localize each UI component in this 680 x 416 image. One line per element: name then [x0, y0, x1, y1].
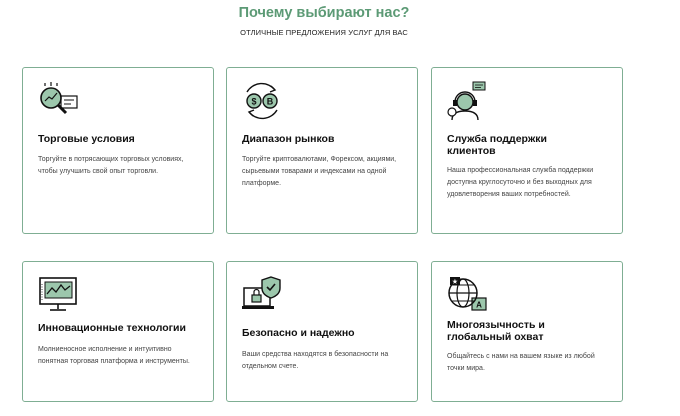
feature-card-support	[431, 67, 623, 234]
svg-text:B: B	[266, 96, 274, 107]
feature-card-innovative-tech	[22, 261, 214, 402]
card-title: Торговые условия	[38, 133, 135, 145]
feature-card-market-range	[226, 67, 418, 234]
feature-card-security	[226, 261, 418, 402]
card-title: Многоязычность и глобальный охват	[447, 319, 545, 343]
card-description: Торгуйте криптовалютами, Форексом, акциями, сырьевыми товарами и индексами на одной платформе.	[242, 156, 397, 187]
section-subtitle: ОТЛИЧНЫЕ ПРЕДЛОЖЕНИЯ УСЛУГ ДЛЯ ВАС	[240, 28, 408, 37]
card-title: Безопасно и надежно	[242, 327, 355, 339]
feature-card-multilingual	[431, 261, 623, 402]
card-description: Молниеносное исполнение и интуитивно понятная торговая платформа и инструменты.	[38, 346, 190, 365]
card-title: Инновационные технологии	[38, 322, 186, 334]
currency-exchange-icon	[241, 80, 283, 122]
feature-card-trading-conditions	[22, 67, 214, 234]
svg-text:★: ★	[452, 279, 458, 286]
card-title: Диапазон рынков	[242, 133, 335, 145]
secure-laptop-icon	[241, 274, 283, 316]
card-title: Служба поддержки клиентов	[447, 133, 547, 157]
svg-text:$: $	[251, 96, 257, 107]
svg-text:A: A	[476, 300, 482, 310]
card-description: Торгуйте в потрясающих торговых условиях, чтобы улучшить свой опыт торговли.	[38, 156, 184, 175]
monitor-chart-icon	[37, 274, 79, 316]
section-title: Почему выбирают нас?	[238, 5, 410, 21]
magnifier-chart-icon	[37, 80, 79, 122]
card-description: Наша профессиональная служба поддержки доступна круглосуточно и без выходных для удовлетворения ваших потребностей.	[447, 167, 594, 198]
support-agent-icon	[446, 80, 488, 122]
card-description: Ваши средства находятся в безопасности на отдельном счете.	[242, 351, 389, 370]
card-description: Общайтесь с нами на вашем языке из любой точки мира.	[447, 353, 595, 372]
globe-language-icon	[446, 274, 488, 316]
